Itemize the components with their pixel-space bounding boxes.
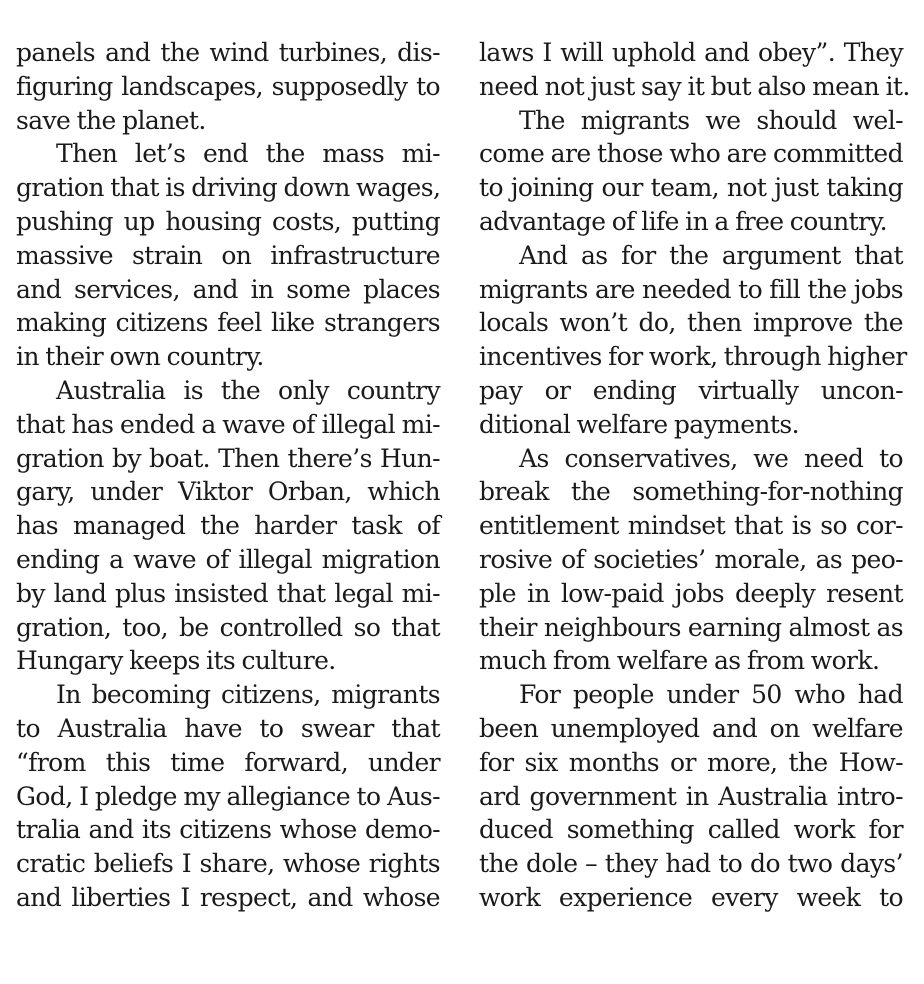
text-line: As conservatives, we need to xyxy=(519,443,903,473)
text-line: and services, and in some places xyxy=(16,274,440,304)
text-line: gration, too, be controlled so that xyxy=(16,612,440,642)
text-line: advantage of life in a free country. xyxy=(479,206,888,236)
text-line: Hungary keeps its culture. xyxy=(16,646,336,676)
text-line: their neighbours earning almost as xyxy=(479,612,903,642)
text-line: save the planet. xyxy=(16,105,206,135)
text-line: figuring landscapes, supposedly to xyxy=(16,71,440,101)
text-line: pay or ending virtually uncon- xyxy=(479,375,903,405)
text-line: In becoming citizens, migrants xyxy=(56,680,440,710)
text-line: that has ended a wave of illegal mi- xyxy=(16,409,440,439)
text-line: rosive of societies’ morale, as peo- xyxy=(479,544,903,574)
text-line: the dole – they had to do two days’ xyxy=(479,849,903,879)
text-line: panels and the wind turbines, dis- xyxy=(16,38,440,67)
text-line: For people under 50 who had xyxy=(519,680,903,710)
text-line: need not just say it but also mean it. xyxy=(479,71,910,101)
text-line: gration that is driving down wages, xyxy=(16,173,441,203)
text-line: for six months or more, the How- xyxy=(479,747,903,777)
text-line: The migrants we should wel- xyxy=(519,105,903,135)
text-line: to Australia have to swear that xyxy=(16,713,440,743)
text-line: duced something called work for xyxy=(479,815,903,845)
text-line: incentives for work, through higher xyxy=(479,342,907,372)
text-line: ard government in Australia intro- xyxy=(479,781,903,811)
text-line: entitlement mindset that is so cor- xyxy=(479,511,903,541)
text-line: And as for the argument that xyxy=(519,240,903,270)
text-line: and liberties I respect, and whose xyxy=(16,882,440,912)
text-line: in their own country. xyxy=(16,342,264,372)
text-line: ditional welfare payments. xyxy=(479,409,799,439)
text-line: cratic beliefs I share, whose rights xyxy=(16,849,440,879)
text-line: tralia and its citizens whose demo- xyxy=(16,815,440,845)
text-line: Then let’s end the mass mi- xyxy=(56,139,440,169)
text-line: gration by boat. Then there’s Hun- xyxy=(16,443,440,473)
text-line: making citizens feel like strangers xyxy=(16,308,440,338)
text-line: migrants are needed to fill the jobs xyxy=(479,274,903,304)
text-line: God, I pledge my allegiance to Aus- xyxy=(16,781,440,811)
text-line: break the something-for-nothing xyxy=(479,477,903,507)
article-column-right xyxy=(479,36,910,915)
text-line: laws I will uphold and obey”. They xyxy=(479,38,903,67)
text-line: has managed the harder task of xyxy=(16,511,440,541)
text-line: work experience every week to xyxy=(479,882,903,912)
text-line: pushing up housing costs, putting xyxy=(16,206,440,236)
text-line: much from welfare as from work. xyxy=(479,646,880,676)
text-line: ple in low-paid jobs deeply resent xyxy=(479,578,903,608)
text-line: by land plus insisted that legal mi- xyxy=(16,578,440,608)
text-line: gary, under Viktor Orban, which xyxy=(16,477,440,507)
text-line: come are those who are committed xyxy=(479,139,903,169)
text-line: massive strain on infrastructure xyxy=(16,240,440,270)
text-line: “from this time forward, under xyxy=(16,747,440,777)
text-line: Australia is the only country xyxy=(56,375,440,405)
text-line: locals won’t do, then improve the xyxy=(479,308,903,338)
text-line: been unemployed and on welfare xyxy=(479,713,903,743)
text-line: to joining our team, not just taking xyxy=(479,173,903,203)
article-column-left xyxy=(16,36,440,915)
text-line: ending a wave of illegal migration xyxy=(16,544,440,574)
